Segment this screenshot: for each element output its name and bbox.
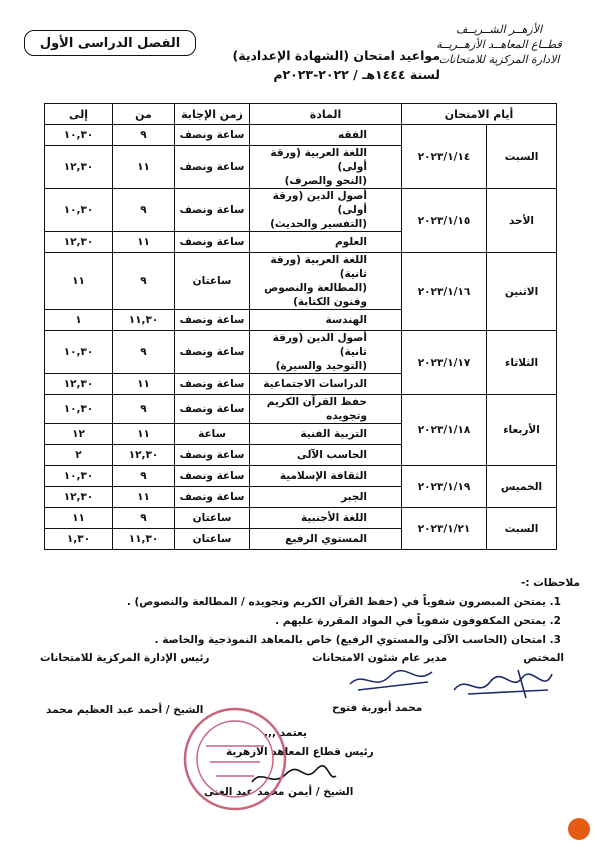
table-row	[45, 331, 557, 374]
duration-cell: ساعة ونصف	[175, 395, 250, 424]
subject-cell	[250, 508, 402, 529]
to-cell: ١	[45, 310, 113, 331]
sector-name: الشيخ / أيمن محمد عبد الغنى	[204, 786, 354, 798]
date-cell: ٢٠٢٣/١/١٦	[402, 253, 487, 331]
to-cell: ١١	[45, 253, 113, 310]
day-cell: الثلاثاء	[487, 331, 557, 395]
table-row	[45, 189, 557, 232]
note-item: 3. امتحان (الحاسب الآلى والمستوي الرفيع) خاص بالمعاهد النموذجية والخاصة .	[34, 631, 546, 650]
subject-cell	[250, 374, 402, 395]
subject-cell	[250, 466, 402, 487]
date-cell: ٢٠٢٣/١/١٩	[402, 466, 487, 508]
duration-cell: ساعة ونصف	[175, 466, 250, 487]
subject-text: العلوم	[334, 236, 367, 248]
subject-text: أصول الدين (ورقة أولى)	[272, 190, 367, 216]
notes-heading: ملاحظات :-	[521, 577, 580, 589]
to-cell: ١٠,٣٠	[45, 395, 113, 424]
to-cell: ١٠,٣٠	[45, 331, 113, 374]
table-row	[45, 395, 557, 424]
from-cell: ١١	[113, 424, 175, 445]
subject-text: الدراسات الاجتماعية	[263, 378, 367, 390]
subject-text: المستوي الرفيع	[285, 533, 367, 545]
subject-cell	[250, 125, 402, 146]
duration-cell: ساعتان	[175, 529, 250, 550]
subject-text: اللغة العربية (ورقة ثانية)	[270, 254, 367, 280]
subject-text: اللغة العربية (ورقة أولى)	[270, 147, 367, 173]
header-days: أيام الامتحان	[402, 104, 557, 125]
official-stamp	[182, 706, 288, 812]
date-cell: ٢٠٢٣/١/١٥	[402, 189, 487, 253]
subject-cell	[250, 395, 402, 424]
from-cell: ٩	[113, 466, 175, 487]
duration-cell: ساعة ونصف	[175, 487, 250, 508]
from-cell: ٩	[113, 125, 175, 146]
duration-cell: ساعة ونصف	[175, 189, 250, 232]
from-cell: ١١,٣٠	[113, 529, 175, 550]
day-cell: الخميس	[487, 466, 557, 508]
subject-cell	[250, 487, 402, 508]
table-row	[45, 466, 557, 487]
duration-cell: ساعة ونصف	[175, 374, 250, 395]
org-line-3: الادارة المركزية للامتحانات	[438, 53, 560, 66]
subject-text: أصول الدين (ورقة ثانية)	[272, 332, 367, 358]
subject-cell	[250, 253, 402, 310]
day-cell: الأربعاء	[487, 395, 557, 466]
header-from: من	[113, 104, 175, 125]
subject-text: حفظ القرآن الكريم وتجويده	[266, 396, 367, 422]
subject-subtext: (التفسير والحديث)	[270, 218, 367, 230]
specialist-title: المختص	[523, 652, 564, 664]
subject-text: الحاسب الآلى	[296, 449, 367, 461]
from-cell: ١١	[113, 232, 175, 253]
from-cell: ٩	[113, 253, 175, 310]
note-item: 2. يمتحن المكفوفون شفوياً في المواد المقررة عليهم .	[34, 612, 546, 631]
duration-cell: ساعتان	[175, 508, 250, 529]
subject-text: الثقافة الإسلامية	[279, 470, 367, 482]
day-cell: السبت	[487, 508, 557, 550]
to-cell: ١٠,٣٠	[45, 189, 113, 232]
subject-cell	[250, 232, 402, 253]
semester-label: الفصل الدراسى الأول	[24, 30, 196, 56]
to-cell: ١٠,٣٠	[45, 466, 113, 487]
title-line-1: مواعيد امتحان (الشهادة الإعدادية)	[232, 48, 440, 63]
subject-cell	[250, 310, 402, 331]
document-title	[200, 46, 440, 84]
duration-cell: ساعة ونصف	[175, 232, 250, 253]
from-cell: ١١	[113, 487, 175, 508]
from-cell: ١٢,٣٠	[113, 445, 175, 466]
date-cell: ٢٠٢٣/١/٢١	[402, 508, 487, 550]
from-cell: ٩	[113, 189, 175, 232]
to-cell: ١١	[45, 508, 113, 529]
notes-section	[34, 574, 580, 650]
subject-subtext: (التوحيد والسيرة)	[275, 360, 367, 372]
to-cell: ١٢,٣٠	[45, 374, 113, 395]
from-cell: ٩	[113, 395, 175, 424]
to-cell: ١٢,٣٠	[45, 487, 113, 508]
to-cell: ١٢,٣٠	[45, 232, 113, 253]
to-cell: ١٢	[45, 424, 113, 445]
head-title: رئيس الإدارة المركزية للامتحانات	[40, 652, 210, 664]
duration-cell: ساعة ونصف	[175, 445, 250, 466]
date-cell: ٢٠٢٣/١/١٧	[402, 331, 487, 395]
table-row	[45, 125, 557, 146]
from-cell: ١١	[113, 374, 175, 395]
to-cell: ١,٣٠	[45, 529, 113, 550]
subject-cell	[250, 331, 402, 374]
duration-cell: ساعة ونصف	[175, 146, 250, 189]
subject-text: الفقه	[337, 129, 367, 141]
subject-cell	[250, 529, 402, 550]
approved-label: يعتمد ,,,	[264, 727, 307, 739]
subject-cell	[250, 146, 402, 189]
from-cell: ٩	[113, 508, 175, 529]
table-header-row	[45, 104, 557, 125]
director-signature	[344, 662, 440, 698]
title-line-2: لسنة ١٤٤٤هـ / ٢٠٢٢-٢٠٢٣م	[273, 67, 440, 82]
subject-subtext: (النحو والصرف)	[284, 175, 367, 187]
to-cell: ٢	[45, 445, 113, 466]
subject-text: اللغة الأجنبية	[301, 512, 367, 524]
day-cell: الأحد	[487, 189, 557, 253]
specialist-signature	[448, 664, 572, 704]
brand-logo-icon	[568, 818, 590, 840]
director-title: مدير عام شئون الامتحانات	[312, 652, 448, 664]
table-row	[45, 508, 557, 529]
day-cell: السبت	[487, 125, 557, 189]
header-to: إلى	[45, 104, 113, 125]
day-cell: الاثنين	[487, 253, 557, 331]
director-name: محمد أبوربة فتوح	[332, 702, 423, 714]
header-duration: زمن الإجابة	[175, 104, 250, 125]
duration-cell: ساعة	[175, 424, 250, 445]
from-cell: ٩	[113, 331, 175, 374]
head-name: الشيخ / أحمد عبد العظيم محمد	[46, 704, 204, 716]
duration-cell: ساعة ونصف	[175, 331, 250, 374]
from-cell: ١١	[113, 146, 175, 189]
from-cell: ١١,٣٠	[113, 310, 175, 331]
subject-subtext: (المطالعة والنصوص وفنون الكتابة)	[264, 282, 367, 308]
date-cell: ٢٠٢٣/١/١٨	[402, 395, 487, 466]
note-item: 1. يمتحن المبصرون شفوياً في (حفظ القرآن الكريم وتجويده / المطالعة والنصوص) .	[34, 593, 546, 612]
duration-cell: ساعة ونصف	[175, 310, 250, 331]
subject-cell	[250, 445, 402, 466]
subject-text: التربية الفنية	[300, 428, 367, 440]
to-cell: ١٢,٣٠	[45, 146, 113, 189]
duration-cell: ساعتان	[175, 253, 250, 310]
subject-text: الجبر	[341, 491, 367, 503]
duration-cell: ساعة ونصف	[175, 125, 250, 146]
subject-text: الهندسة	[325, 314, 367, 326]
org-line-2: قطــاع المعاهــد الأزهــريــة	[436, 38, 562, 51]
sector-title: رئيس قطاع المعاهد الأزهرية	[226, 746, 374, 758]
org-line-1: الأزهــر الشــريــف	[455, 23, 543, 36]
header-subject: المادة	[250, 104, 402, 125]
exam-schedule-table	[44, 103, 557, 550]
table-row	[45, 253, 557, 310]
subject-cell	[250, 189, 402, 232]
to-cell: ١٠,٣٠	[45, 125, 113, 146]
date-cell: ٢٠٢٣/١/١٤	[402, 125, 487, 189]
subject-cell	[250, 424, 402, 445]
